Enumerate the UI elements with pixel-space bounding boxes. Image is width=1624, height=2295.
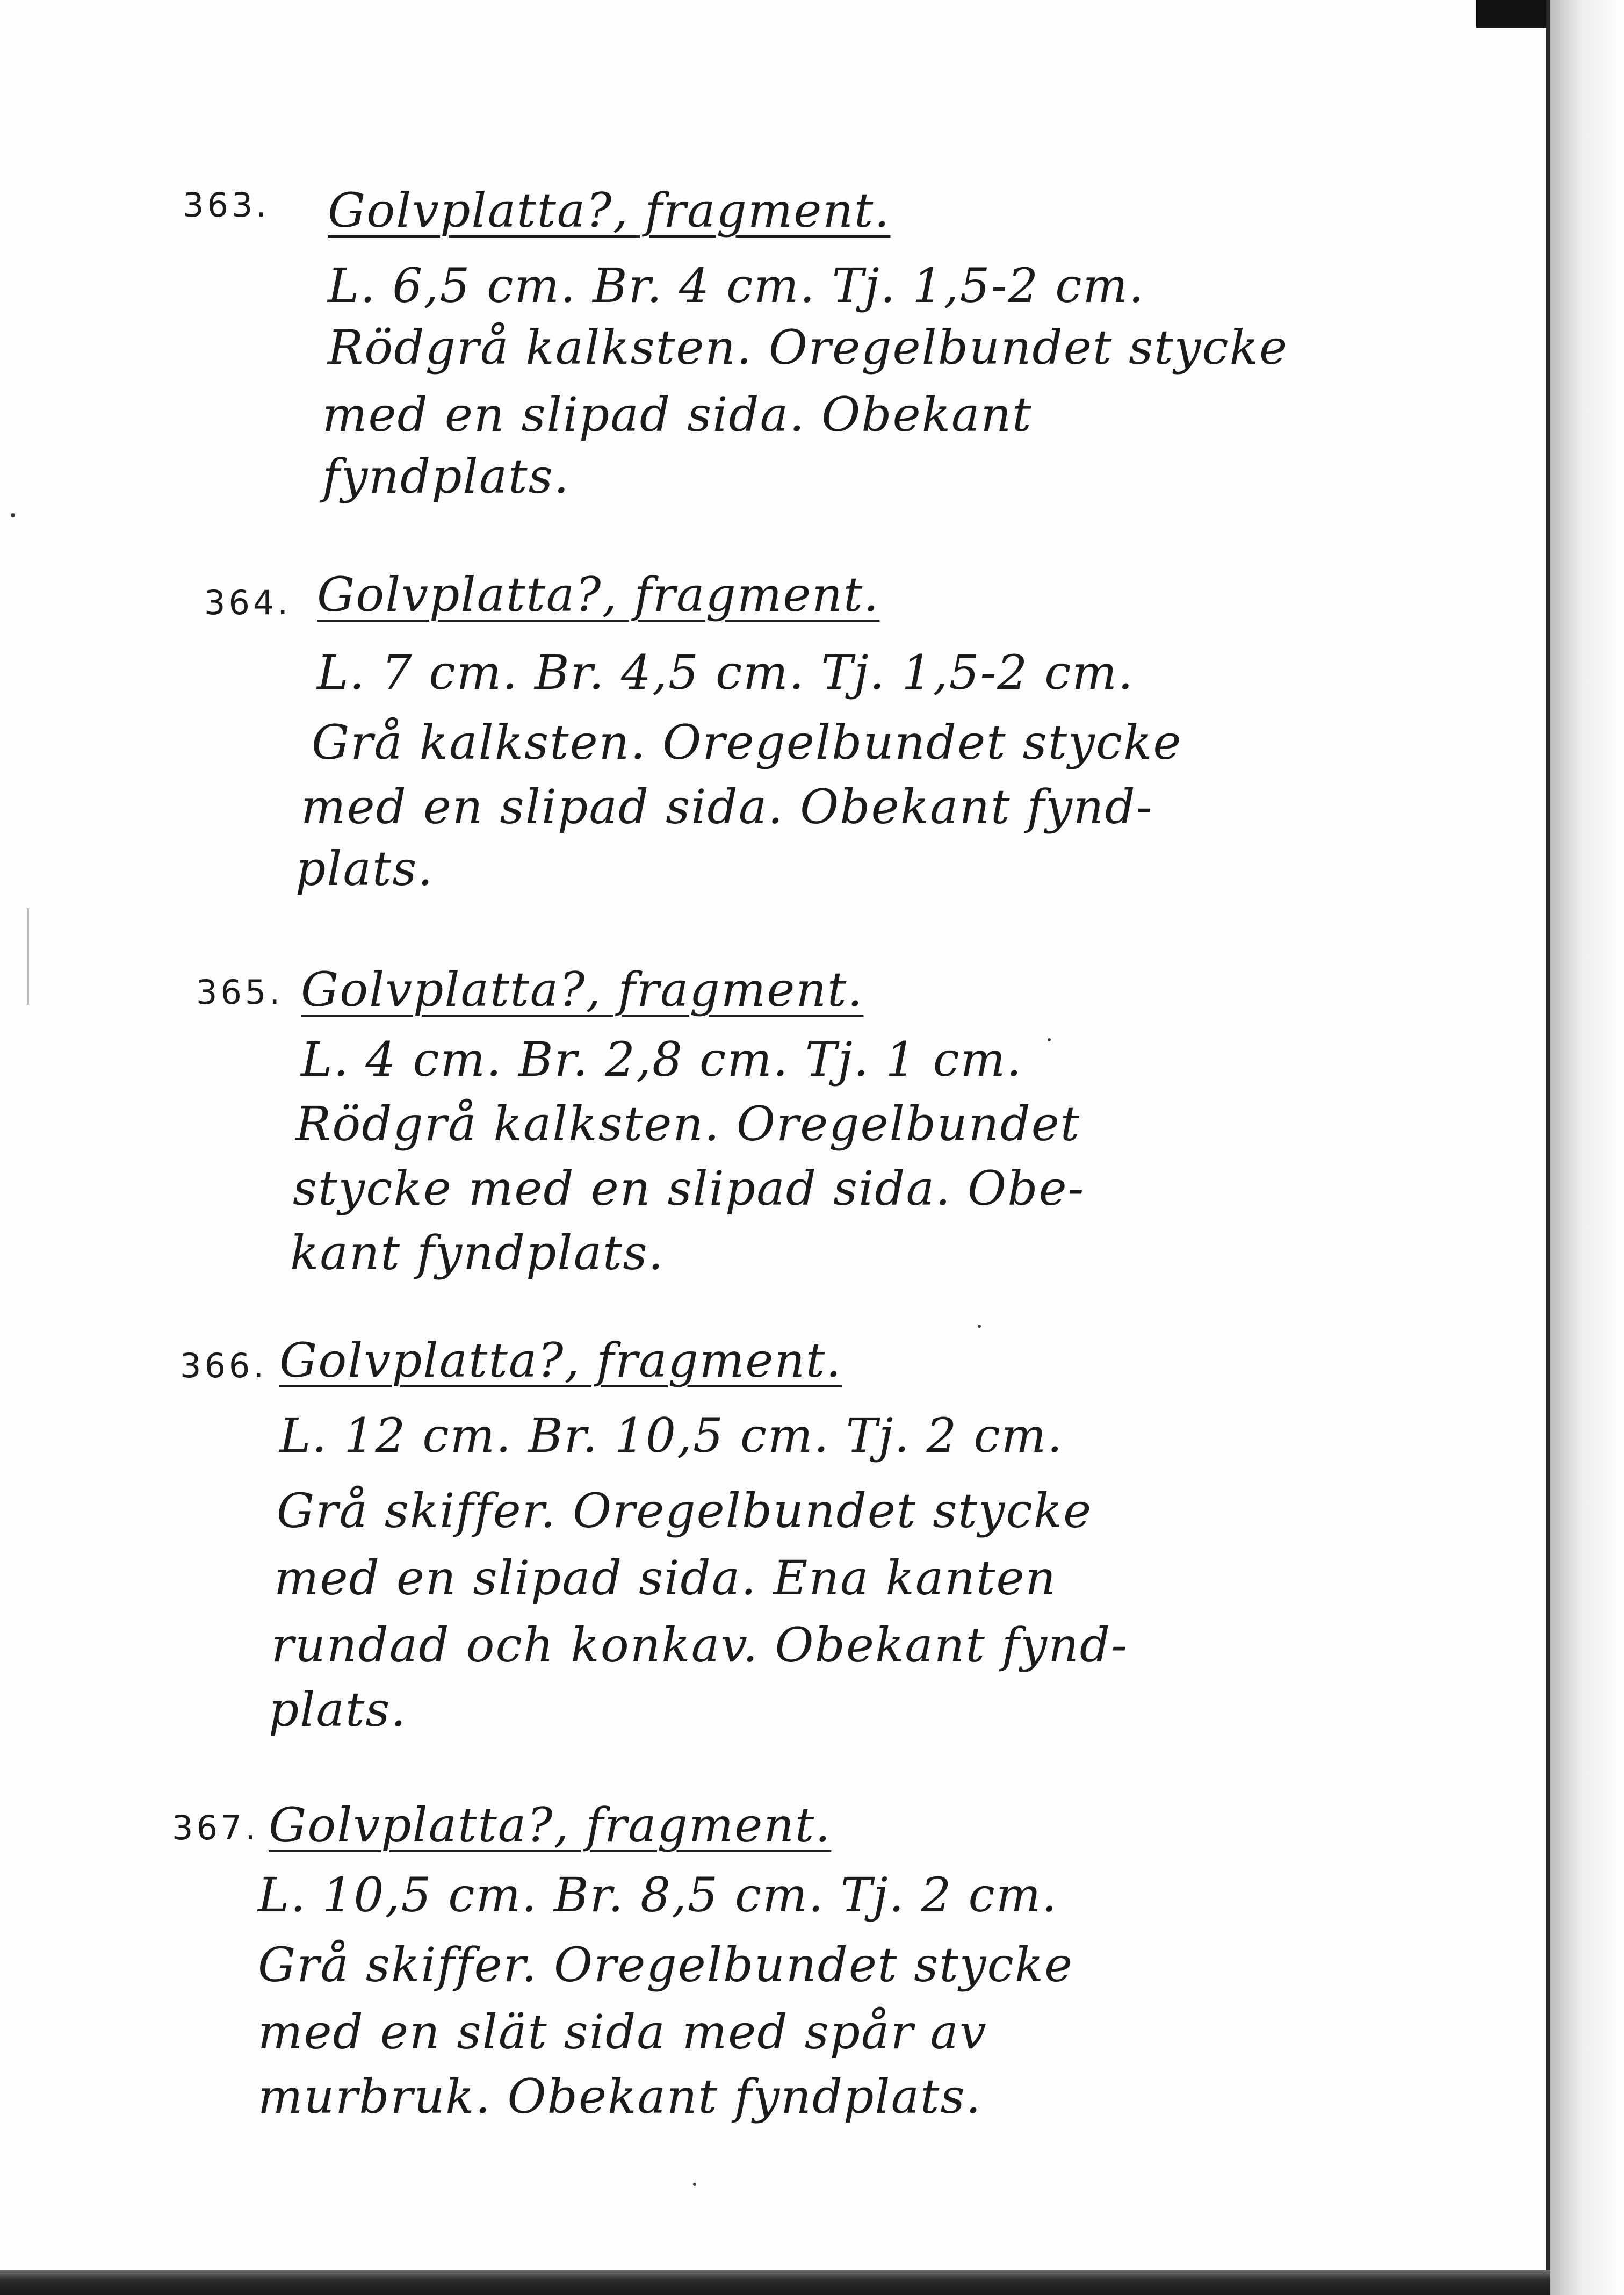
binding-tab	[1476, 0, 1551, 28]
entry-line: rundad och konkav. Obekant fynd-	[271, 1617, 1128, 1673]
entry-line: fyndplats.	[322, 449, 570, 504]
entry-line: L. 12 cm. Br. 10,5 cm. Tj. 2 cm.	[279, 1408, 1064, 1463]
entry-line: Rödgrå kalksten. Oregelbundet	[295, 1096, 1081, 1152]
ink-spot	[978, 1325, 981, 1328]
page-edge-bottom	[0, 2270, 1550, 2295]
entry-line: plats.	[269, 1682, 407, 1737]
entry-line: L. 4 cm. Br. 2,8 cm. Tj. 1 cm.	[301, 1032, 1023, 1087]
entry-line: med en slipad sida. Ena kanten	[274, 1550, 1057, 1606]
ink-spot	[693, 2183, 696, 2186]
ink-spot	[11, 513, 15, 517]
entry-line: med en slät sida med spår av	[258, 2004, 987, 2060]
entry-line: plats.	[295, 841, 434, 896]
entry-line: L. 7 cm. Br. 4,5 cm. Tj. 1,5-2 cm.	[317, 645, 1134, 700]
entry-line: med en slipad sida. Obekant fynd-	[301, 779, 1153, 834]
entry-line: kant fyndplats.	[290, 1225, 665, 1280]
entry-line: stycke med en slipad sida. Obe-	[293, 1161, 1085, 1216]
entry-number: 365.	[196, 973, 284, 1012]
entry-number: 364.	[204, 583, 292, 622]
entry-line: Grå skiffer. Oregelbundet stycke	[258, 1937, 1074, 1992]
entry-number: 363.	[183, 185, 270, 225]
entry-number: 367.	[172, 1808, 259, 1847]
entry-title: Golvplatta?, fragment.	[328, 183, 891, 238]
entry-title: Golvplatta?, fragment.	[269, 1797, 832, 1853]
ink-spot	[1048, 1038, 1051, 1041]
entry-title: Golvplatta?, fragment.	[317, 567, 880, 622]
entry-line: Rödgrå kalksten. Oregelbundet stycke	[328, 320, 1289, 375]
entry-line: L. 10,5 cm. Br. 8,5 cm. Tj. 2 cm.	[258, 1867, 1058, 1923]
entry-line: Grå kalksten. Oregelbundet stycke	[312, 715, 1182, 770]
page-edge-shadow	[1550, 0, 1624, 2295]
entry-title: Golvplatta?, fragment.	[301, 962, 864, 1017]
entry-line: L. 6,5 cm. Br. 4 cm. Tj. 1,5-2 cm.	[328, 258, 1145, 313]
page-edge-right	[1546, 0, 1550, 2295]
margin-mark	[27, 908, 29, 1005]
entry-title: Golvplatta?, fragment.	[279, 1333, 842, 1388]
entry-line: murbruk. Obekant fyndplats.	[258, 2069, 982, 2124]
entry-number: 366.	[180, 1346, 268, 1385]
entry-line: Grå skiffer. Oregelbundet stycke	[277, 1483, 1093, 1538]
entry-line: med en slipad sida. Obekant	[322, 387, 1033, 442]
